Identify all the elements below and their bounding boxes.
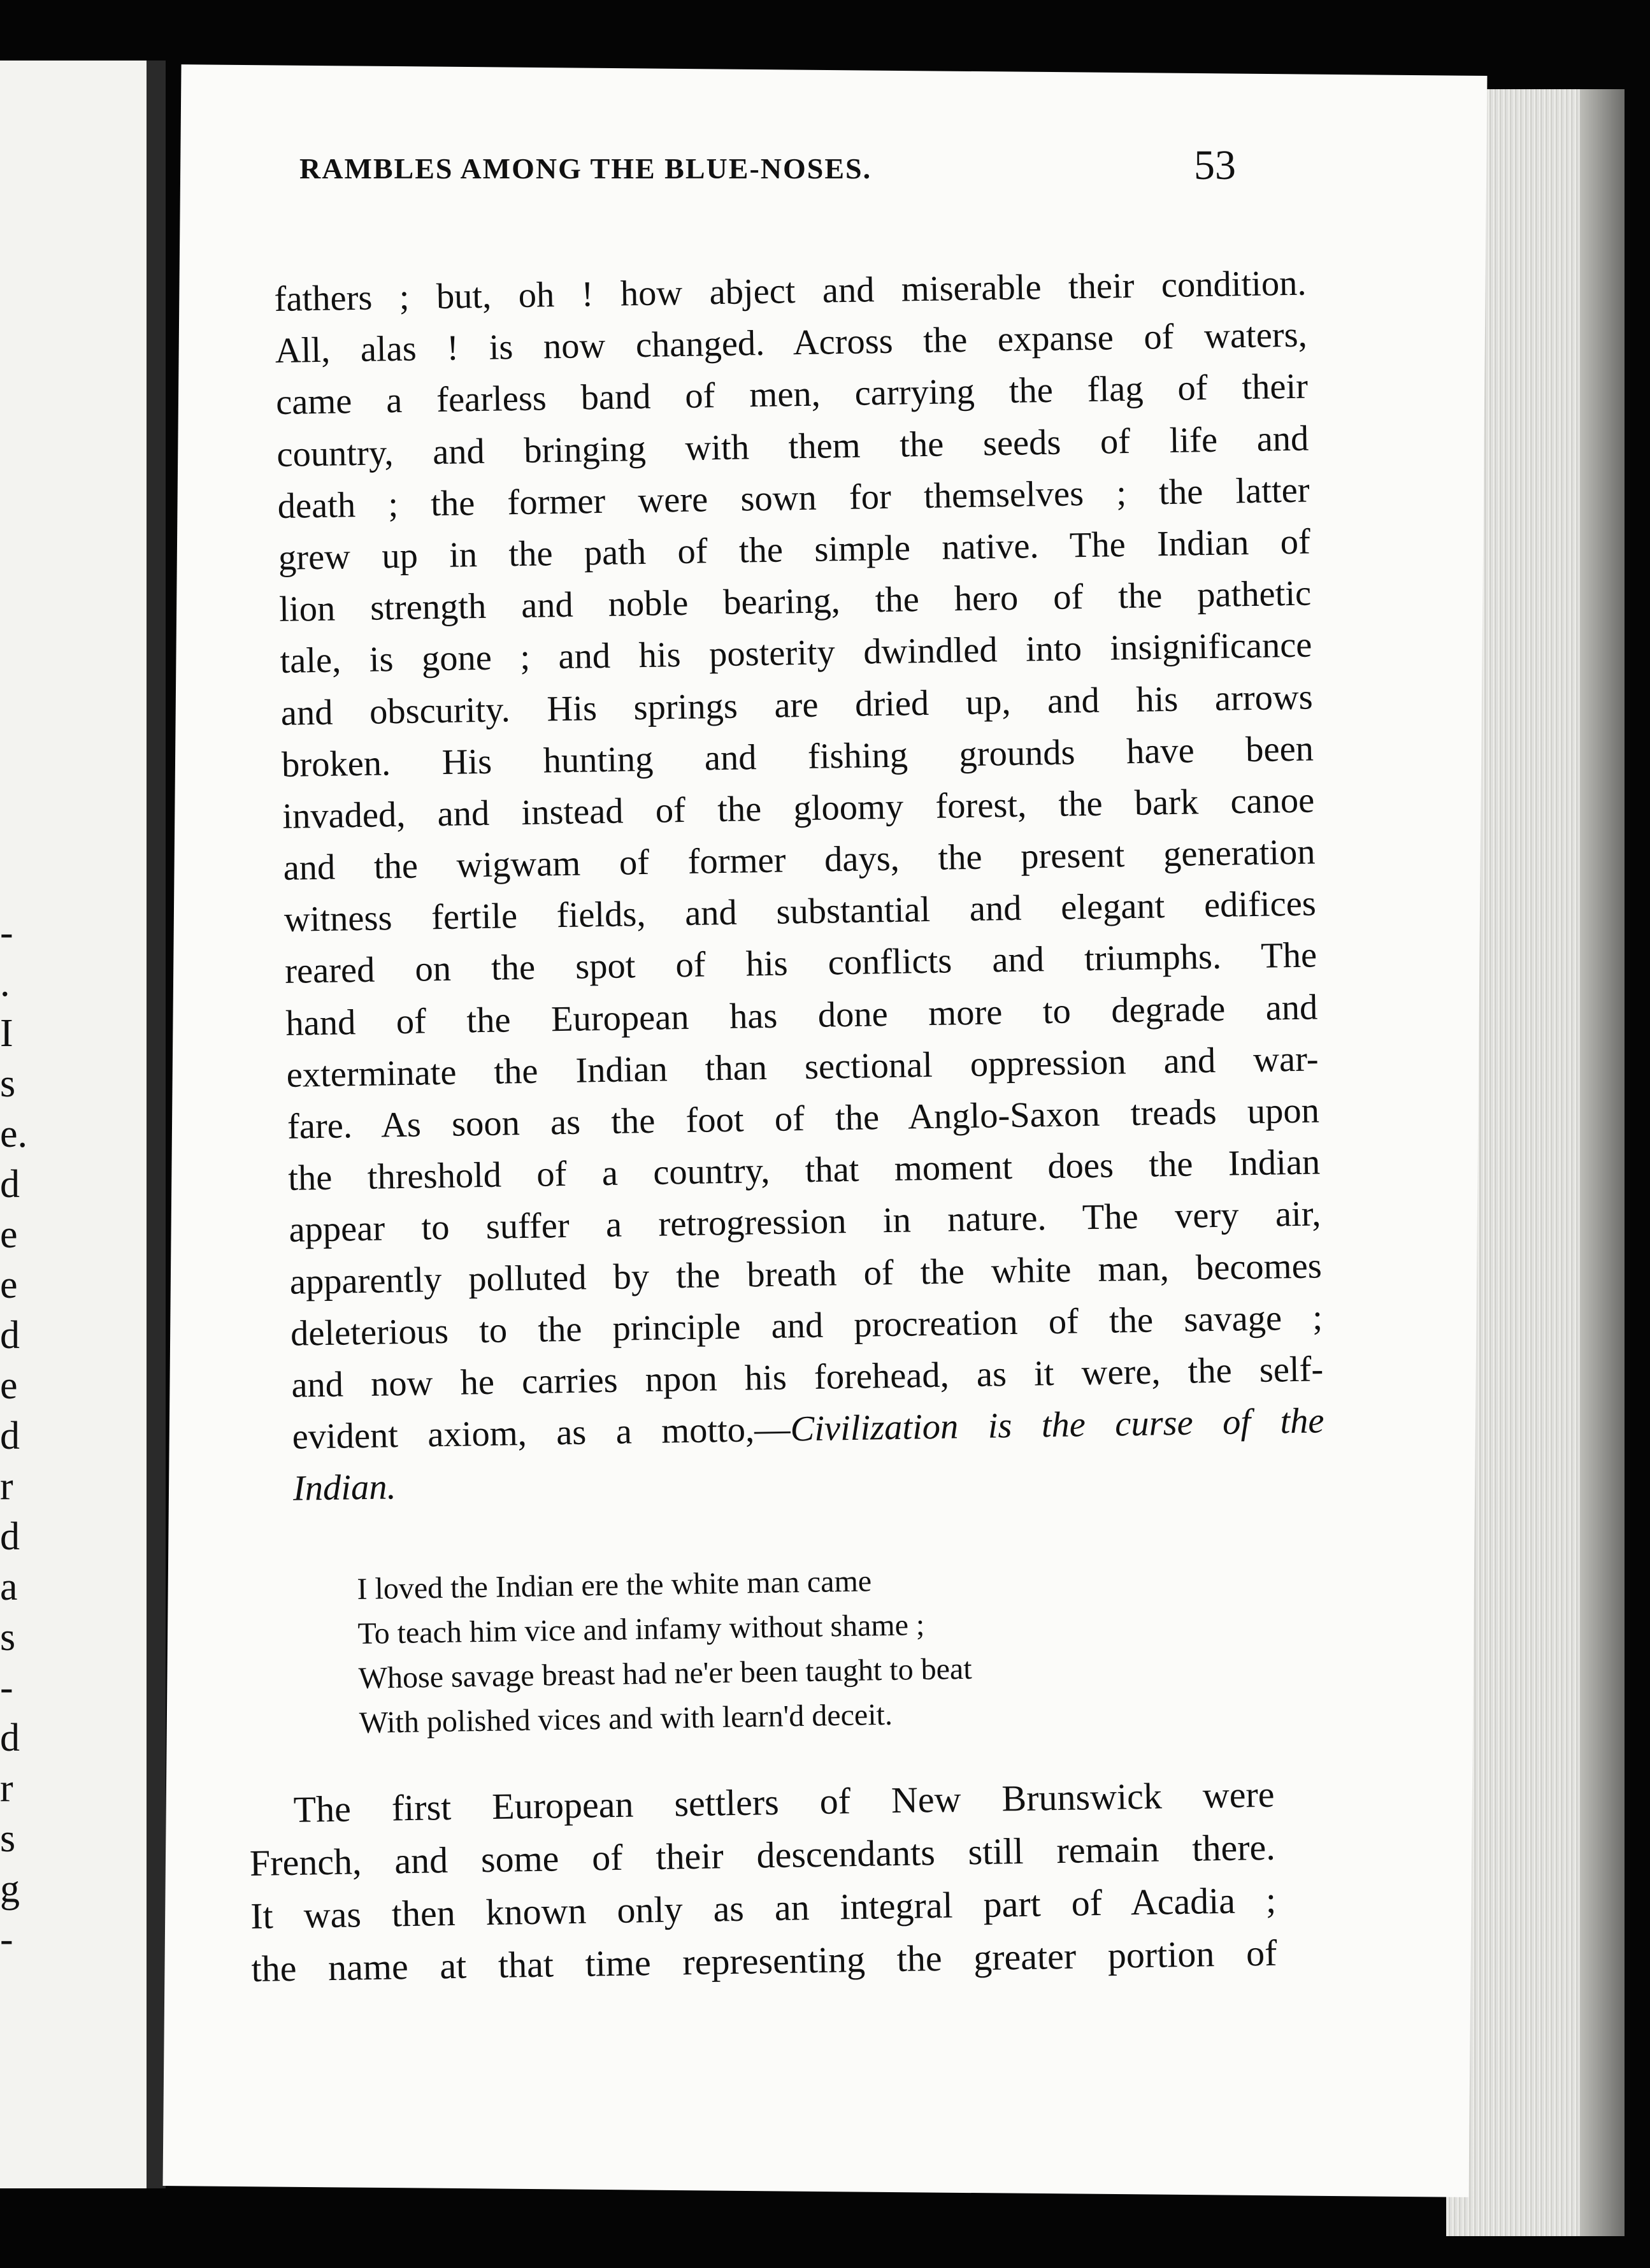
- italic-motto: Civilization is the curse of the: [790, 1401, 1324, 1449]
- text-line: appear to suffer a retrogression in nature. The very air,: [289, 1194, 1321, 1251]
- text-line: The first European settlers of New Brunswick were: [293, 1773, 1275, 1830]
- left-fragment: .: [0, 961, 10, 1005]
- text-line: the threshold of a country, that moment does the Indian: [287, 1142, 1321, 1199]
- text-line: apparently polluted by the breath of the white man, becomes: [289, 1245, 1323, 1302]
- text-line: and obscurity. His springs are dried up, and his arrows: [280, 677, 1314, 733]
- poem-line: To teach him vice and infamy without shame ;: [357, 1608, 925, 1651]
- text-line: deleterious to the principle and procreation of the savage ;: [290, 1298, 1323, 1354]
- poem-line: Whose savage breast had ne'er been taught to beat: [358, 1651, 972, 1695]
- left-fragment: d: [0, 1716, 20, 1760]
- text-line: country, and bringing with them the seeds of life and: [276, 419, 1309, 475]
- left-fragment: d: [0, 1314, 20, 1357]
- text-line: exterminate the Indian than sectional oppression and war-: [286, 1039, 1319, 1095]
- text-line: All, alas ! is now changed. Across the expanse of waters,: [275, 315, 1308, 371]
- text-line: came a fearless band of men, carrying the flag of their: [275, 366, 1309, 423]
- paragraph-1: [274, 258, 1325, 1516]
- left-fragment: d: [0, 1163, 20, 1206]
- text-line: and the wigwam of former days, the present generation: [283, 832, 1316, 888]
- running-title: RAMBLES AMONG THE BLUE-NOSES.: [299, 152, 872, 185]
- page-number: 53: [1194, 142, 1236, 189]
- left-fragment: d: [0, 1414, 20, 1458]
- text-line: invaded, and instead of the gloomy forest, the bark canoe: [282, 780, 1315, 836]
- left-fragment: -: [0, 911, 13, 954]
- text-line: fathers ; but, oh ! how abject and miserable their condition.: [274, 263, 1307, 319]
- italic-motto-end: Indian.: [292, 1467, 397, 1509]
- text-line: reared on the spot of his conflicts and triumphs. The: [284, 935, 1317, 992]
- page-header: [299, 134, 1236, 197]
- left-fragment: I: [0, 1012, 13, 1055]
- poem-line: With polished vices and with learn'd deceit.: [359, 1697, 893, 1740]
- text-line: death ; the former were sown for themselves ; the latter: [277, 470, 1310, 526]
- paragraph-2: [248, 1768, 1277, 1995]
- left-fragment: e.: [0, 1112, 28, 1156]
- poem-line: I loved the Indian ere the white man came: [357, 1564, 872, 1606]
- left-fragment: a: [0, 1565, 18, 1609]
- left-fragment: g: [0, 1867, 20, 1911]
- left-fragment: r: [0, 1465, 13, 1508]
- left-fragment: s: [0, 1817, 16, 1860]
- text-line: French, and some of their descendants still remain there.: [249, 1826, 1276, 1884]
- text-line: hand of the European has done more to degrade and: [285, 987, 1318, 1044]
- text-line: It was then known only as an integral part of Acadia ;: [250, 1879, 1277, 1937]
- left-page-text-fragments: [0, 908, 28, 1965]
- text-line: witness fertile fields, and substantial and elegant edifices: [283, 884, 1317, 940]
- text-line: tale, is gone ; and his posterity dwindled into insignificance: [280, 625, 1312, 682]
- left-fragment: d: [0, 1515, 20, 1558]
- text-line: and now he carries npon his forehead, as it were, the self-: [291, 1349, 1324, 1405]
- left-fragment: e: [0, 1213, 18, 1256]
- poem-quote: [357, 1554, 1187, 1746]
- left-fragment: -: [0, 1666, 13, 1709]
- text-line: lion strength and noble bearing, the hero of the pathetic: [278, 573, 1312, 630]
- left-fragment: r: [0, 1767, 13, 1810]
- text-line: the name at that time representing the greater portion of: [251, 1932, 1277, 1990]
- left-fragment: s: [0, 1062, 16, 1105]
- text-line: grew up in the path of the simple native. The Indian of: [278, 522, 1311, 578]
- left-fragment: -: [0, 1918, 13, 1961]
- left-fragment: e: [0, 1263, 18, 1307]
- left-fragment: s: [0, 1616, 16, 1659]
- left-fragment: e: [0, 1364, 18, 1407]
- text-line: fare. As soon as the foot of the Anglo-Saxon treads upon: [287, 1091, 1320, 1147]
- text-line: broken. His hunting and fishing grounds have been: [281, 729, 1314, 785]
- page-edge-shadow: [1580, 89, 1625, 2236]
- left-page: [0, 61, 166, 2188]
- text-segment: evident axiom, as a motto,—: [292, 1409, 791, 1457]
